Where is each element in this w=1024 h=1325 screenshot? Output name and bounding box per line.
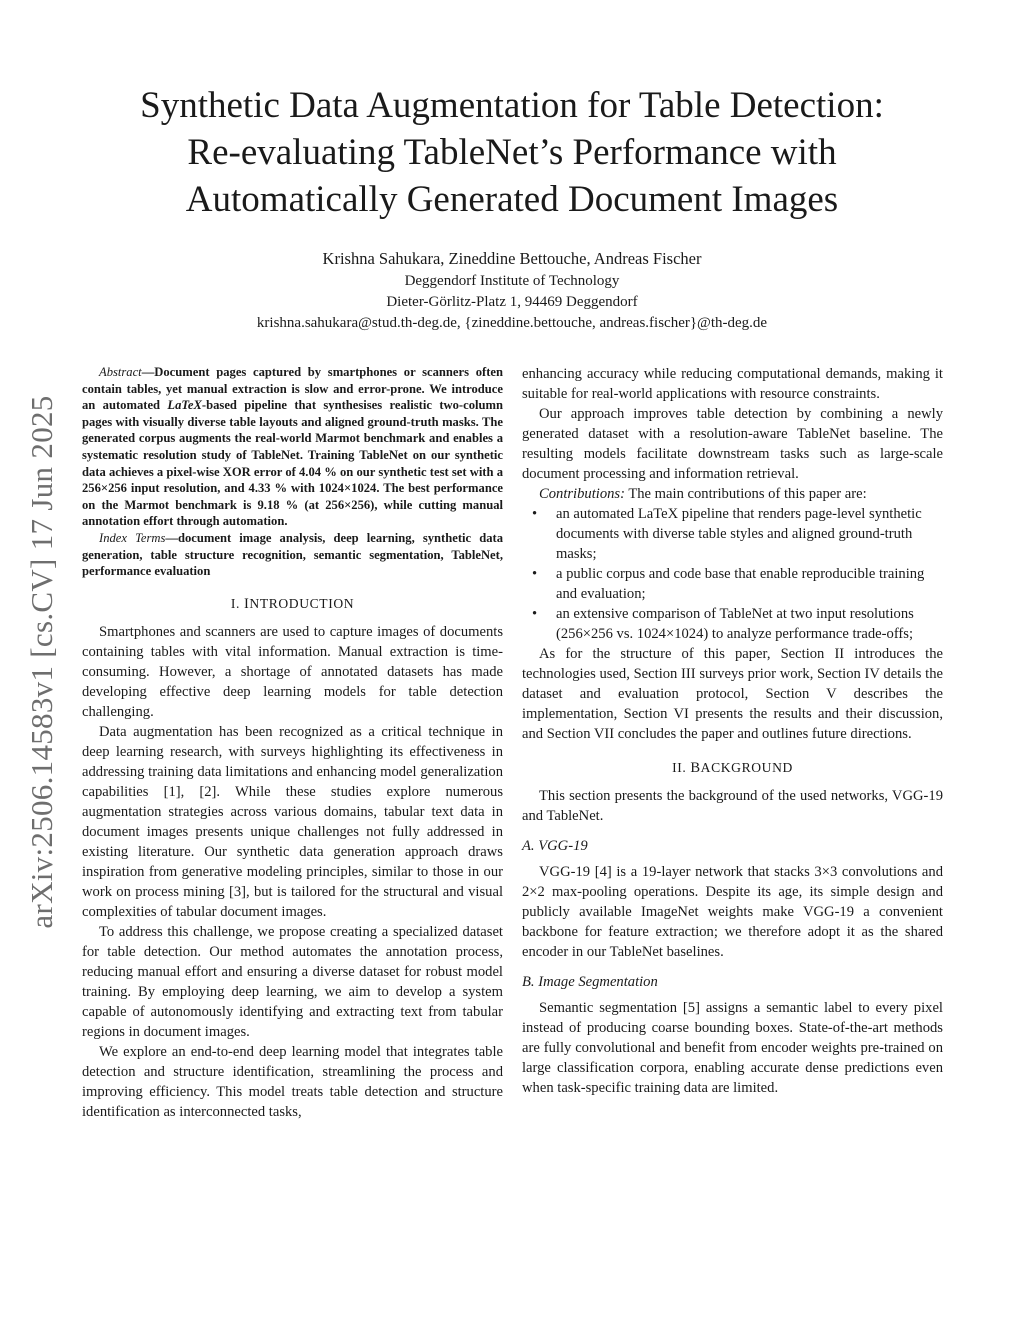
title-line: Re-evaluating TableNet’s Performance with	[187, 132, 837, 173]
section-heading-introduction: I. INTRODUCTION	[230, 595, 355, 612]
address: Dieter-Görlitz-Platz 1, 94469 Deggendorf	[386, 294, 638, 310]
abstract	[82, 364, 503, 580]
index-terms-text: —document image analysis, deep learning, synthetic data generation, table structure recognition, semantic segmentation, TableNet, performance evaluation	[82, 530, 503, 579]
list-item: • an extensive comparison of TableNet at two input resolutions (256×256 vs. 1024×1024) to analyze performance trade-offs;	[532, 606, 914, 642]
arxiv-identifier	[12, 372, 72, 952]
structure-paragraph: As for the structure of this paper, Section II introduces the technologies used, Section III surveys prior work, Section IV details the dataset and evaluation protocol, Section V describes the implementation, Section VI presents the results and their discussion, and Section VII concludes the paper and outlines future directions.	[522, 646, 943, 742]
abstract-paragraph	[82, 364, 503, 530]
subsection-heading-image-segmentation: B. Image Segmentation	[522, 974, 658, 990]
intro-continuation: enhancing accuracy while reducing computational demands, making it suitable for real-world applications with resource constraints.	[522, 366, 943, 402]
abstract-text-b: -based pipeline that synthesises realistic two-column pages with visually diverse table layouts and aligned ground-truth masks. The generated corpus augments the real-world Marmot benchmark and enables a systematic resolution study of TableNet. Training TableNet on our synthetic data achieves a pixel-wise XOR error of 4.04 % on our synthetic test set with a 256×256 input resolution, and 4.33 % with 1024×1024. The best performance on the Marmot benchmark is 9.18 % (at 256×256), while cutting manual annotation effort through automation.	[82, 398, 503, 529]
title-line: Synthetic Data Augmentation for Table Detection:	[140, 85, 884, 126]
list-item: • a public corpus and code base that enable reproducible training and evaluation;	[532, 566, 925, 602]
intro-paragraph: Data augmentation has been recognized as a critical technique in deep learning research, with surveys highlighting its effectiveness in addressing training data limitations and enhancing model generalization capabilities [1], [2]. While these studies explore numerous augmentation strategies across various domains, tabular text data in document images presents unique challenges not fully addressed in existing literature. Our synthetic data generation approach draws inspiration from generative modeling principles, similar to those in our work on process mining [3], but is tailored for the structural and visual complexities of tabular document images.	[82, 723, 503, 920]
author-names: Krishna Sahukara, Zineddine Bettouche, Andreas Fischer	[322, 249, 702, 268]
intro-paragraph: We explore an end-to-end deep learning model that integrates table detection and structure identification, streamlining the process and improving efficiency. This model treats table detection and structure identification as interconnected tasks,	[82, 1043, 503, 1120]
list-item: • an automated LaTeX pipeline that renders page-level synthetic documents with diverse table styles and aligned ground-truth masks;	[532, 506, 922, 562]
section-heading-background: II. BACKGROUND	[672, 760, 793, 776]
subsection-heading-vgg19: A. VGG-19	[522, 838, 588, 854]
approach-paragraph: Our approach improves table detection by combining a newly generated dataset with a resolution-aware TableNet baseline. The resulting models facilitate downstream tasks such as large-scale document processing and information retrieval.	[522, 406, 943, 482]
paper-title	[60, 82, 964, 223]
contributions-label: Contributions:	[539, 486, 625, 502]
index-terms	[82, 530, 503, 580]
abstract-text-a: —Document pages captured by smartphones or scanners often contain tables, yet manual extraction is slow and error-prone. We introduce an automated	[82, 365, 503, 413]
bullet-icon: •	[532, 606, 538, 622]
abstract-label: Abstract	[99, 365, 142, 379]
intro-paragraph: To address this challenge, we propose creating a specialized dataset for table detection. Our method automates the annotation process, reducing manual effort and ensuring a diverse dataset for robust model training. By employing deep learning, we aim to develop a system capable of autonomously identifying and extracting text from tabular regions in document images.	[82, 923, 503, 1040]
bullet-icon: •	[532, 566, 538, 582]
arxiv-identifier-text: arXiv:2506.14583v1 [cs.CV] 17 Jun 2025	[24, 395, 59, 929]
contributions-intro: Contributions: The main contributions of this paper are:	[539, 486, 867, 502]
segmentation-paragraph: Semantic segmentation [5] assigns a semantic label to every pixel instead of producing coarse bounding boxes. State-of-the-art methods are fully convolutional and benefit from encoder weights pre-trained on large classification corpora, enabling accurate dense predictions even when task-specific training data are limited.	[522, 1000, 943, 1096]
right-column	[522, 364, 943, 1098]
intro-paragraph: Smartphones and scanners are used to capture images of documents containing tables with vital information. Manual extraction is time-consuming. However, a shortage of annotated datasets has made developing effective deep learning models for table detection challenging.	[82, 623, 503, 720]
vgg19-paragraph: VGG-19 [4] is a 19-layer network that stacks 3×3 convolutions and 2×2 max-pooling operations. Despite its age, its simple design and publicly available ImageNet weights make VGG-19 a convenient backbone for feature extraction; we therefore adopt it as the shared encoder in our TableNet baselines.	[522, 864, 943, 960]
index-terms-label: Index Terms	[99, 530, 166, 545]
abstract-latex: LaTeX	[167, 398, 202, 413]
author-emails: krishna.sahukara@stud.th-deg.de, {zineddine.bettouche, andreas.fischer}@th-deg.de	[256, 315, 768, 331]
bullet-icon: •	[532, 506, 538, 522]
contributions-list	[522, 504, 943, 644]
title-line: Automatically Generated Document Images	[185, 179, 839, 220]
background-intro: This section presents the background of the used networks, VGG-19 and TableNet.	[522, 788, 943, 824]
left-column	[82, 364, 503, 1122]
affiliation: Deggendorf Institute of Technology	[404, 273, 620, 289]
author-block	[100, 248, 924, 334]
